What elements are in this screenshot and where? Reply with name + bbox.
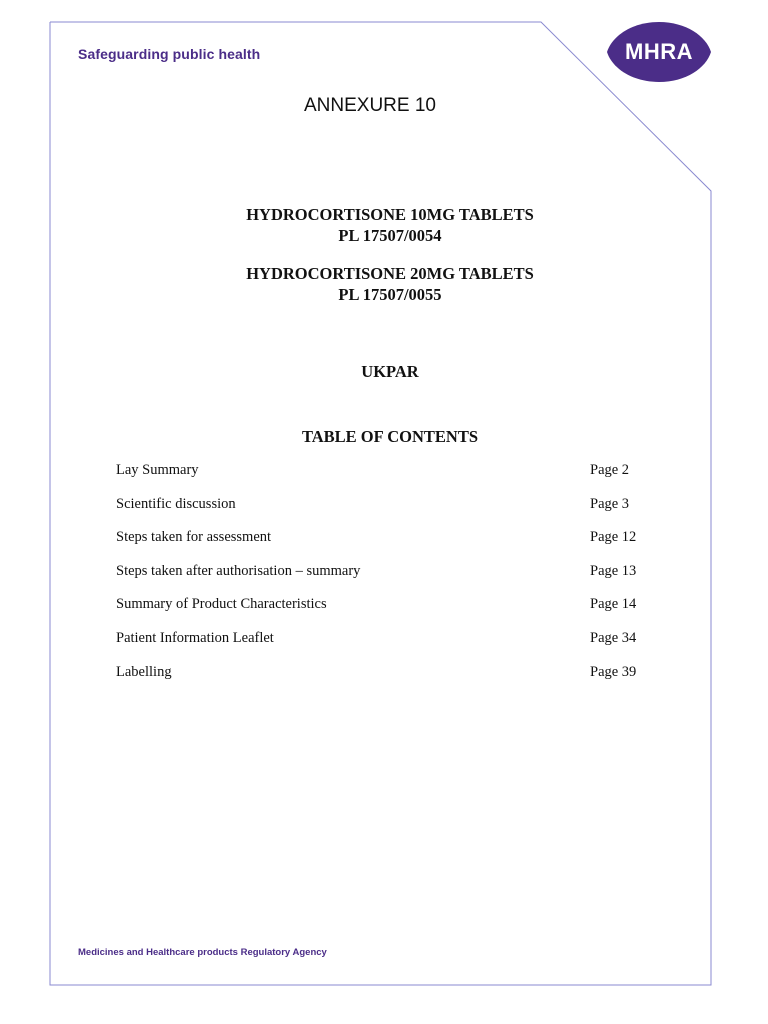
toc-item-page: Page 13 (590, 563, 637, 579)
toc-item-page: Page 39 (590, 664, 637, 680)
toc-item-page: Page 12 (590, 529, 637, 545)
toc-item-label: Steps taken after authorisation – summary (116, 563, 361, 579)
toc-item-label: Patient Information Leaflet (116, 630, 274, 646)
toc-item-label: Steps taken for assessment (116, 529, 272, 545)
toc-item-label: Labelling (116, 664, 172, 680)
toc-item-page: Page 34 (590, 630, 637, 646)
toc-item-label: Scientific discussion (116, 496, 236, 512)
toc-item-label: Lay Summary (116, 462, 199, 478)
annexure-heading: ANNEXURE 10 (304, 95, 436, 116)
tagline: Safeguarding public health (78, 46, 261, 62)
toc-title: TABLE OF CONTENTS (301, 427, 479, 446)
toc-item-page: Page 14 (590, 596, 637, 612)
product-name: HYDROCORTISONE 20MG TABLETS (246, 264, 534, 283)
product-name: HYDROCORTISONE 10MG TABLETS (246, 205, 534, 224)
toc-item-page: Page 3 (590, 496, 630, 512)
product-licence: PL 17507/0054 (338, 226, 442, 245)
logo-text: MHRA (625, 39, 693, 64)
report-type: UKPAR (361, 362, 419, 381)
footer-agency-name: Medicines and Healthcare products Regulatory Agency (78, 947, 327, 958)
product-licence: PL 17507/0055 (338, 285, 442, 304)
toc-item-label: Summary of Product Characteristics (116, 596, 327, 612)
toc-item-page: Page 2 (590, 462, 630, 478)
